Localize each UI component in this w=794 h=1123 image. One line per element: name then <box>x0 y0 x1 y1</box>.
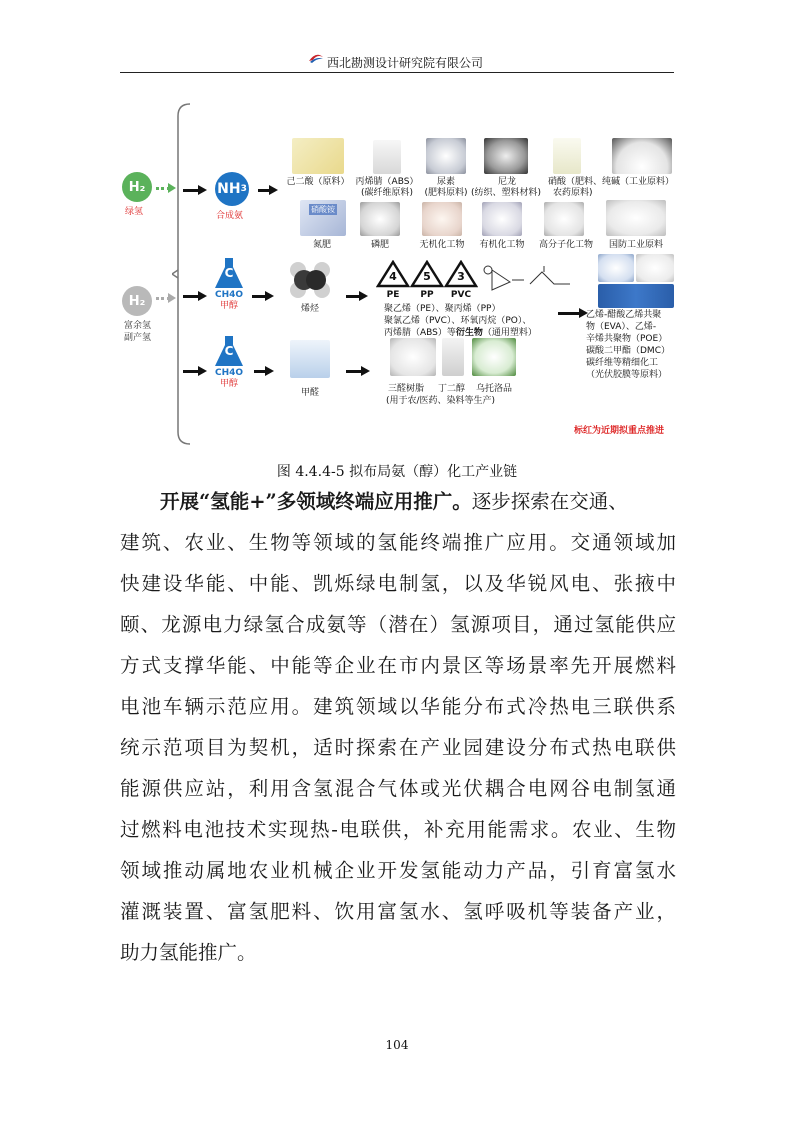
adipic-acid-label: 己二酸（原料） <box>286 177 350 187</box>
arrow-methanol-formaldehyde <box>254 370 270 373</box>
arrow-olefin-plastics <box>346 295 364 298</box>
formaldehyde-desc: (用于农/医药、染料等生产) <box>386 396 496 406</box>
header-company-name: 西北勘测设计研究院有限公司 <box>327 56 484 70</box>
body-line-0: 开展“氢能+”多领域终端应用推广。逐步探索在交通、 <box>160 490 628 513</box>
olefin-desc-1: 聚乙烯（PE）、聚丙烯（PP） <box>384 304 501 314</box>
olefin-label: 烯烃 <box>300 304 319 314</box>
polymer-image <box>544 202 584 236</box>
chemical-structure-icon <box>480 260 580 296</box>
methanol-2-formula: CH4O <box>214 368 244 378</box>
gray-dotted-arrow <box>156 297 170 300</box>
header-rule <box>120 72 674 73</box>
body-line-4: 方式支撑华能、中能等企业在市内景区等场景率先开展燃料 <box>120 654 676 677</box>
arrow-to-methanol-2 <box>183 370 203 373</box>
formaldehyde-image <box>290 340 330 378</box>
defense-label: 国防工业原料 <box>608 240 663 250</box>
butanediol-label: 丁二醇 <box>438 384 466 394</box>
nylon-label: 尼龙 <box>497 177 516 187</box>
formaldehyde-label: 甲醛 <box>300 388 319 398</box>
nitric-acid-image <box>553 138 581 174</box>
acrylonitrile-sub: (碳纤维原料) <box>360 188 414 198</box>
body-line-8: 过燃料电池技术实现热-电联供，补充用能需求。农业、生物 <box>120 818 676 841</box>
recycle-pe-num: 4 <box>389 270 397 283</box>
recycle-pvc-num: 3 <box>457 270 465 283</box>
olefin-desc-2: 聚氯乙烯（PVC）、环氧丙烷（PO）、 <box>384 316 532 326</box>
fine-chem-desc-1: 乙烯-醋酸乙烯共聚 <box>586 310 662 320</box>
green-hydrogen-label: 绿氢 <box>125 207 144 217</box>
arrow-methanol-olefin <box>252 295 270 298</box>
poe-image <box>636 254 674 282</box>
industry-chain-figure <box>120 100 676 448</box>
arrow-to-methanol-1 <box>183 295 203 298</box>
defense-image <box>606 200 666 236</box>
methanol-2-letter: C <box>224 344 234 358</box>
recycle-pp-num: 5 <box>423 270 431 283</box>
adipic-acid-image <box>292 138 344 174</box>
phosphate-image <box>360 202 400 236</box>
recycle-pvc-code: PVC <box>450 290 472 300</box>
arrow-ammonia-products <box>258 189 274 192</box>
body-line-7: 能源供应站，利用含氢混合气体或光伏耦合电网谷电制氢通 <box>120 777 676 800</box>
organic-image <box>482 202 522 236</box>
methenamine-label: 乌托洛品 <box>476 384 513 394</box>
body-line-10: 灌溉装置、富氢肥料、饮用富氢水、氢呼吸机等装备产业， <box>120 900 676 923</box>
nitric-acid-label: 硝酸（肥料、纯碱（工业原料） <box>548 177 675 187</box>
byproduct-hydrogen-icon: H₂ <box>122 286 152 316</box>
nitric-acid-sub: 农药原料) <box>553 188 593 198</box>
green-hydrogen-icon: H₂ <box>122 172 152 202</box>
fine-chem-desc-2: 物（EVA）、乙烯- <box>586 322 657 332</box>
urea-image <box>426 138 466 174</box>
ammonia-icon: NH 3 <box>215 172 249 206</box>
page-number: 104 <box>385 1038 409 1052</box>
soda-ash-image <box>612 138 672 174</box>
methanol-1-formula: CH4O <box>214 290 244 300</box>
resin-image <box>390 338 436 376</box>
arrow-to-fine-chem <box>558 312 584 315</box>
recycle-pp-code: PP <box>420 290 434 300</box>
polymer-label: 高分子化工物 <box>538 240 593 250</box>
fine-chem-desc-5: 碳纤维等精细化工 <box>586 358 659 368</box>
methanol-1-label: 甲醇 <box>219 301 238 311</box>
body-line-1: 建筑、农业、生物等领域的氢能终端推广应用。交通领域加 <box>120 531 676 554</box>
eva-image <box>598 254 634 282</box>
recycle-pe-code: PE <box>386 290 400 300</box>
body-line-9: 领域推动属地农业机械企业开发氢能动力产品，引育富氢水 <box>120 859 676 882</box>
olefin-molecule-icon <box>288 258 332 300</box>
body-line-3: 颐、龙源电力绿氢合成氨等（潜在）氢源项目，通过氢能供应 <box>120 613 676 636</box>
body-line-5: 电池车辆示范应用。建筑领域以华能分布式冷热电三联供系 <box>120 695 676 718</box>
nylon-sub: (纺织、塑料材料) <box>470 188 542 198</box>
resin-label: 三醛树脂 <box>388 384 425 394</box>
fine-chem-desc-6: （光伏胶膜等原料） <box>586 370 668 380</box>
body-line-2: 快建设华能、中能、凯烁绿电制氢，以及华锐风电、张掖中 <box>120 572 676 595</box>
arrow-to-ammonia <box>183 189 203 192</box>
figure-caption: 图 4.4.4-5 拟布局氨（醇）化工产业链 <box>276 464 518 480</box>
nylon-image <box>484 138 528 174</box>
nitrogen-fertilizer-image: 硝酸铵 <box>300 200 346 236</box>
company-logo-icon <box>307 51 325 65</box>
green-dotted-arrow <box>156 187 170 190</box>
organic-label: 有机化工物 <box>479 240 525 250</box>
dmc-barrels-image <box>598 284 674 308</box>
urea-label: 尿素 <box>436 177 455 187</box>
body-line-11: 助力氢能推广。 <box>120 941 257 964</box>
fine-chem-desc-4: 碳酸二甲酯（DMC） <box>586 346 670 356</box>
byproduct-hydrogen-label-1: 富余氢 <box>124 321 152 331</box>
methanol-1-letter: C <box>224 266 234 280</box>
acrylonitrile-image <box>373 140 401 174</box>
urea-sub: (肥料原料) <box>424 188 468 198</box>
inorganic-label: 无机化工物 <box>419 240 465 250</box>
butanediol-image <box>442 338 464 376</box>
methenamine-image <box>472 338 516 376</box>
arrow-formaldehyde-products <box>346 370 366 373</box>
fine-chem-desc-3: 辛烯共聚物（POE） <box>586 334 668 344</box>
inorganic-image <box>422 202 462 236</box>
acrylonitrile-label: 丙烯腈（ABS） <box>355 177 419 187</box>
red-note: 标红为近期拟重点推进 <box>574 426 665 436</box>
methanol-2-label: 甲醇 <box>219 379 238 389</box>
byproduct-hydrogen-label-2: 副产氢 <box>124 333 152 343</box>
phosphate-label: 磷肥 <box>370 240 389 250</box>
nitrogen-fertilizer-label: 氮肥 <box>312 240 331 250</box>
olefin-desc-3: 丙烯腈（ABS）等衍生物（通用塑料） <box>384 328 537 338</box>
bracket-brace <box>172 102 192 446</box>
ammonia-label: 合成氨 <box>216 211 244 221</box>
body-line-6: 统示范项目为契机，适时探索在产业园建设分布式热电联供 <box>120 736 676 759</box>
